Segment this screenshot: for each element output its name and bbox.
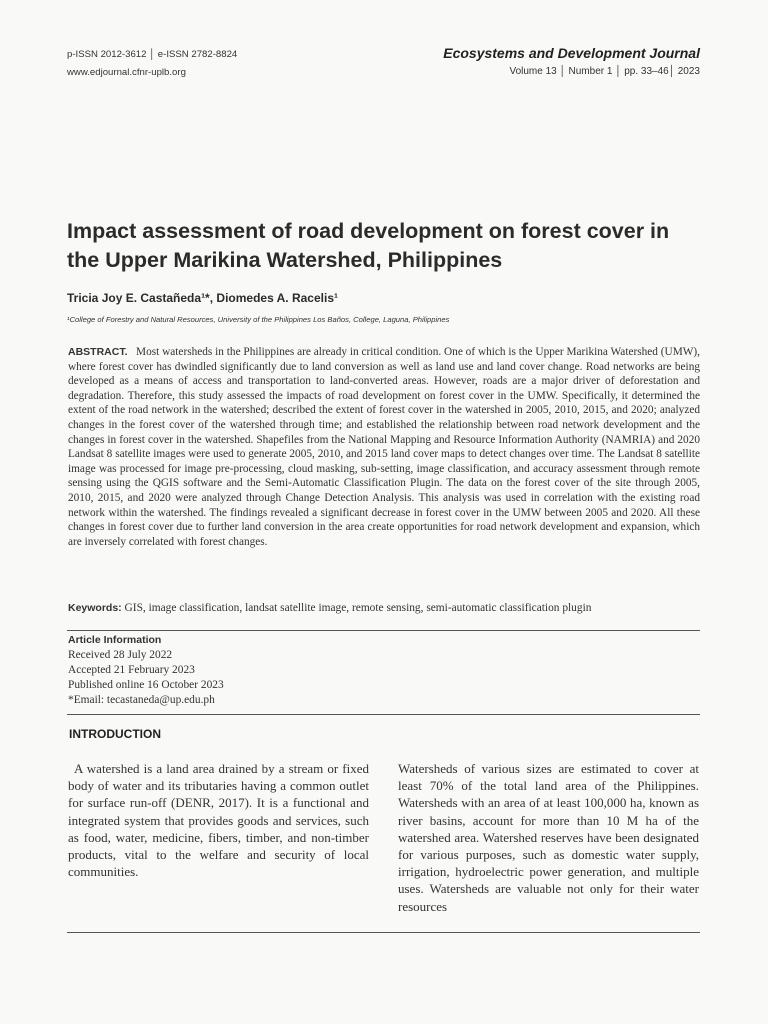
intro-column-right: Watersheds of various sizes are estimated to cover at least 70% of the total land area of the Philippines. Watersheds with an area of at least 100,000 ha, known as river basins, account for more than 10 M ha of the watershed area. Watershed reserves have been designated for various purposes, such as domestic water supply, irrigation, hydroelectric power generation, and multiple uses. Watersheds are valuable not only for their water resources	[398, 761, 699, 914]
article-info-label: Article Information	[68, 634, 162, 646]
received-date: Received 28 July 2022	[68, 649, 173, 661]
issn-text: p-ISSN 2012-3612 │ e-ISSN 2782-8824	[67, 49, 238, 60]
journal-name: Ecosystems and Development Journal	[443, 45, 700, 61]
intro-column-left: A watershed is a land area drained by a stream or fixed body of water and its tributaries having a common outlet for surface run-off (DENR, 2017). It is a functional and integrated system that provides goods and services, such as food, water, medicine, fibers, timber, and non-timber products, vital to the welfare and security of local communities.	[68, 761, 369, 880]
volume-info: Volume 13 │ Number 1 │ pp. 33–46│ 2023	[509, 66, 700, 77]
header-right	[443, 45, 700, 77]
abstract-text: Most watersheds in the Philippines are already in critical condition. One of which is the Upper Marikina Watershed (UMW), where forest cover has dwindled significantly due to land conversion as well as land use and land cover change. Road networks are being developed as a means of access and transportation to land-converted areas. However, roads are a major driver of deforestation and degradation. Therefore, this study assessed the impacts of road development on forest cover in the UMW. Specifically, it determined the extent of the road network in the watershed; described the extent of forest cover in the watershed in 2005, 2010, 2015, and 2020; analyzed changes in the forest cover of the watershed through time; and established the relationship between road network development and the changes in forest cover in the watershed. Shapefiles from the National Mapping and Resource Information Authority (NAMRIA) and 2020 Landsat 8 satellite images were used to generate 2005, 2010, and 2015 land cover maps to detect changes over time. The Landsat 8 satellite image was processed for image pre-processing, cloud masking, sub-setting, image classification, and accuracy assessment through remote sensing using the QGIS software and the Semi-Automatic Classification Plugin. The data on the forest cover of the site through 2005, 2010, 2015, and 2020 were analyzed through Change Detection Analysis. This analysis was used in correlation with the existing road network within the watershed. The findings revealed a significant decrease in forest cover in the UMW between 2005 and 2020. All these changes in forest cover due to further land conversion in the area create opportunities for road network development and expansion, which are inversely correlated with forest changes.	[68, 346, 700, 548]
email: *Email: tecastaneda@up.edu.ph	[68, 694, 215, 706]
article-information	[68, 633, 224, 708]
divider-bottom	[67, 932, 700, 933]
keywords-label: Keywords:	[68, 602, 122, 614]
divider-middle	[67, 714, 700, 715]
published-date: Published online 16 October 2023	[68, 679, 224, 691]
paper-title: Impact assessment of road development on forest cover in the Upper Marikina Watershed, Philippines	[67, 219, 670, 272]
abstract-label: ABSTRACT.	[68, 346, 128, 358]
keywords	[68, 602, 700, 614]
accepted-date: Accepted 21 February 2023	[68, 664, 195, 676]
abstract	[68, 345, 700, 549]
website-text: www.edjournal.cfnr-uplb.org	[67, 67, 186, 78]
header-left	[67, 46, 237, 82]
divider-top	[67, 630, 700, 631]
authors: Tricia Joy E. Castañeda¹*, Diomedes A. Racelis¹	[67, 291, 338, 305]
affiliation: ¹College of Forestry and Natural Resources, University of the Philippines Los Baños, College, Laguna, Philippines	[67, 315, 450, 324]
introduction-heading: INTRODUCTION	[69, 727, 161, 741]
keywords-text: GIS, image classification, landsat satellite image, remote sensing, semi-automatic classification plugin	[124, 602, 592, 614]
